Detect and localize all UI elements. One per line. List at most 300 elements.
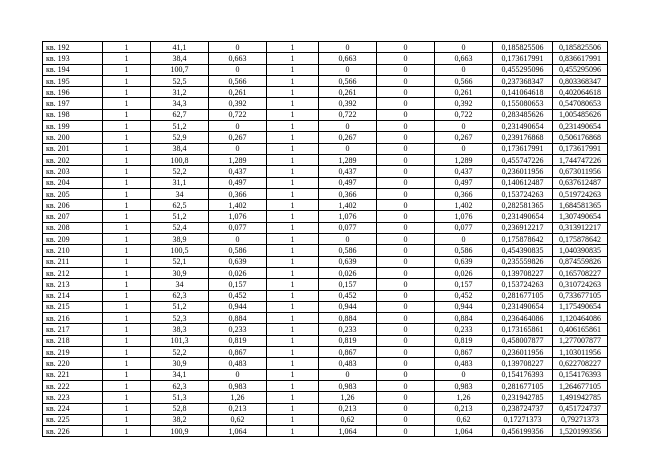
- cell-value-c: 0: [377, 279, 435, 290]
- cell-factor: 1: [267, 154, 319, 165]
- cell-total: 1,491942785: [553, 392, 608, 403]
- cell-total: 0,402064618: [553, 87, 608, 98]
- cell-value-c: 0: [377, 154, 435, 165]
- table-row: [43, 177, 608, 188]
- cell-value-b: 0: [319, 143, 377, 154]
- table-row: [43, 98, 608, 109]
- cell-total: 0,455295096: [553, 64, 608, 75]
- cell-share: 0,139708227: [493, 358, 553, 369]
- cell-value-a: 0,639: [209, 256, 267, 267]
- cell-count: 1: [103, 301, 151, 312]
- cell-value-a: 0,026: [209, 267, 267, 278]
- cell-value-a: 0,267: [209, 132, 267, 143]
- cell-value-a: 0,663: [209, 53, 267, 64]
- cell-share: 0,237368347: [493, 75, 553, 86]
- cell-value-d: 0,867: [435, 347, 493, 358]
- cell-area: 62,5: [151, 200, 209, 211]
- cell-value-a: 0,157: [209, 279, 267, 290]
- cell-value-d: 0,452: [435, 290, 493, 301]
- cell-value-a: 0,62: [209, 414, 267, 425]
- table-row: [43, 75, 608, 86]
- cell-value-b: 1,26: [319, 392, 377, 403]
- table-row: [43, 335, 608, 346]
- cell-share: 0,455295096: [493, 64, 553, 75]
- cell-value-d: 0,983: [435, 380, 493, 391]
- cell-factor: 1: [267, 414, 319, 425]
- cell-apartment-label: кв. 225: [43, 414, 103, 425]
- cell-value-c: 0: [377, 222, 435, 233]
- table-row: [43, 426, 608, 437]
- cell-factor: 1: [267, 335, 319, 346]
- cell-total: 0,173617991: [553, 143, 608, 154]
- cell-value-a: 0,392: [209, 98, 267, 109]
- cell-apartment-label: кв. 218: [43, 335, 103, 346]
- cell-count: 1: [103, 87, 151, 98]
- cell-count: 1: [103, 414, 151, 425]
- cell-total: 0,874559826: [553, 256, 608, 267]
- cell-value-c: 0: [377, 347, 435, 358]
- cell-value-d: 0,566: [435, 75, 493, 86]
- cell-count: 1: [103, 211, 151, 222]
- cell-area: 100,8: [151, 154, 209, 165]
- cell-value-b: 0,392: [319, 98, 377, 109]
- cell-share: 0,281677105: [493, 290, 553, 301]
- cell-factor: 1: [267, 75, 319, 86]
- cell-value-b: 0,62: [319, 414, 377, 425]
- cell-value-c: 0: [377, 121, 435, 132]
- cell-apartment-label: кв. 223: [43, 392, 103, 403]
- cell-value-a: 0: [209, 369, 267, 380]
- cell-area: 52,2: [151, 347, 209, 358]
- cell-apartment-label: кв. 205: [43, 188, 103, 199]
- cell-apartment-label: кв. 215: [43, 301, 103, 312]
- cell-count: 1: [103, 279, 151, 290]
- cell-value-c: 0: [377, 132, 435, 143]
- cell-value-a: 0: [209, 143, 267, 154]
- cell-area: 41,1: [151, 42, 209, 53]
- cell-share: 0,281677105: [493, 380, 553, 391]
- cell-factor: 1: [267, 426, 319, 437]
- cell-area: 52,1: [151, 256, 209, 267]
- cell-value-d: 0,213: [435, 403, 493, 414]
- cell-total: 1,175490654: [553, 301, 608, 312]
- cell-apartment-label: кв. 197: [43, 98, 103, 109]
- cell-factor: 1: [267, 403, 319, 414]
- cell-value-a: 0,261: [209, 87, 267, 98]
- cell-value-b: 1,076: [319, 211, 377, 222]
- table-row: [43, 188, 608, 199]
- table-row: [43, 414, 608, 425]
- cell-value-a: 0,233: [209, 324, 267, 335]
- cell-value-d: 0,157: [435, 279, 493, 290]
- table-row: [43, 380, 608, 391]
- cell-value-a: 0,366: [209, 188, 267, 199]
- cell-area: 100,7: [151, 64, 209, 75]
- cell-area: 34,3: [151, 98, 209, 109]
- cell-value-c: 0: [377, 53, 435, 64]
- cell-count: 1: [103, 177, 151, 188]
- cell-area: 62,3: [151, 380, 209, 391]
- cell-value-a: 0: [209, 64, 267, 75]
- cell-apartment-label: кв. 226: [43, 426, 103, 437]
- cell-value-c: 0: [377, 245, 435, 256]
- cell-area: 51,2: [151, 121, 209, 132]
- cell-factor: 1: [267, 64, 319, 75]
- cell-value-b: 0,157: [319, 279, 377, 290]
- cell-share: 0,140612487: [493, 177, 553, 188]
- cell-share: 0,173617991: [493, 53, 553, 64]
- table-row: [43, 121, 608, 132]
- cell-share: 0,454390835: [493, 245, 553, 256]
- cell-area: 38,3: [151, 324, 209, 335]
- cell-value-b: 0,213: [319, 403, 377, 414]
- cell-value-d: 1,26: [435, 392, 493, 403]
- cell-area: 31,1: [151, 177, 209, 188]
- cell-factor: 1: [267, 301, 319, 312]
- cell-share: 0,154176393: [493, 369, 553, 380]
- cell-value-d: 1,064: [435, 426, 493, 437]
- table-row: [43, 53, 608, 64]
- cell-value-a: 0: [209, 234, 267, 245]
- cell-area: 100,9: [151, 426, 209, 437]
- cell-value-b: 0: [319, 369, 377, 380]
- cell-total: 0,154176393: [553, 369, 608, 380]
- cell-apartment-label: кв. 202: [43, 154, 103, 165]
- cell-total: 0,165708227: [553, 267, 608, 278]
- cell-value-d: 0,026: [435, 267, 493, 278]
- cell-apartment-label: кв. 222: [43, 380, 103, 391]
- table-row: [43, 267, 608, 278]
- cell-factor: 1: [267, 98, 319, 109]
- cell-count: 1: [103, 121, 151, 132]
- cell-value-d: 0: [435, 143, 493, 154]
- cell-factor: 1: [267, 313, 319, 324]
- cell-count: 1: [103, 347, 151, 358]
- cell-share: 0,173165861: [493, 324, 553, 335]
- cell-total: 0,79271373: [553, 414, 608, 425]
- cell-share: 0,231490654: [493, 301, 553, 312]
- cell-value-a: 0: [209, 42, 267, 53]
- cell-value-a: 0,586: [209, 245, 267, 256]
- cell-value-a: 0,077: [209, 222, 267, 233]
- cell-total: 1,307490654: [553, 211, 608, 222]
- cell-count: 1: [103, 392, 151, 403]
- cell-total: 0,451724737: [553, 403, 608, 414]
- cell-value-b: 0,586: [319, 245, 377, 256]
- cell-value-d: 0,366: [435, 188, 493, 199]
- cell-apartment-label: кв. 217: [43, 324, 103, 335]
- cell-share: 0,231942785: [493, 392, 553, 403]
- cell-area: 52,8: [151, 403, 209, 414]
- cell-apartment-label: кв. 196: [43, 87, 103, 98]
- cell-apartment-label: кв. 193: [43, 53, 103, 64]
- cell-value-a: 0,497: [209, 177, 267, 188]
- cell-value-b: 0,452: [319, 290, 377, 301]
- table-row: [43, 222, 608, 233]
- cell-value-b: 0: [319, 64, 377, 75]
- cell-value-a: 0,566: [209, 75, 267, 86]
- cell-factor: 1: [267, 267, 319, 278]
- cell-value-b: 0,437: [319, 166, 377, 177]
- cell-total: 1,520199356: [553, 426, 608, 437]
- cell-share: 0,236011956: [493, 166, 553, 177]
- cell-area: 30,9: [151, 267, 209, 278]
- cell-total: 1,005485626: [553, 109, 608, 120]
- cell-factor: 1: [267, 143, 319, 154]
- cell-value-d: 0: [435, 369, 493, 380]
- cell-count: 1: [103, 369, 151, 380]
- cell-total: 1,120464086: [553, 313, 608, 324]
- cell-value-b: 0: [319, 42, 377, 53]
- cell-value-d: 0,437: [435, 166, 493, 177]
- table-row: [43, 347, 608, 358]
- cell-share: 0,235559826: [493, 256, 553, 267]
- cell-area: 51,2: [151, 211, 209, 222]
- cell-factor: 1: [267, 358, 319, 369]
- cell-value-b: 0,819: [319, 335, 377, 346]
- cell-factor: 1: [267, 121, 319, 132]
- cell-share: 0,173617991: [493, 143, 553, 154]
- cell-total: 0,506176868: [553, 132, 608, 143]
- cell-total: 0,310724263: [553, 279, 608, 290]
- cell-count: 1: [103, 426, 151, 437]
- cell-value-b: 0,483: [319, 358, 377, 369]
- cell-area: 52,2: [151, 166, 209, 177]
- cell-factor: 1: [267, 166, 319, 177]
- cell-value-d: 0: [435, 121, 493, 132]
- cell-count: 1: [103, 154, 151, 165]
- cell-value-b: 0: [319, 234, 377, 245]
- table-row: [43, 358, 608, 369]
- cell-value-d: 0,233: [435, 324, 493, 335]
- table-body: [43, 42, 608, 437]
- cell-value-b: 0,233: [319, 324, 377, 335]
- cell-value-c: 0: [377, 64, 435, 75]
- cell-value-c: 0: [377, 177, 435, 188]
- table-row: [43, 109, 608, 120]
- cell-factor: 1: [267, 222, 319, 233]
- cell-count: 1: [103, 188, 151, 199]
- cell-total: 0,733677105: [553, 290, 608, 301]
- cell-apartment-label: кв. 219: [43, 347, 103, 358]
- cell-value-d: 1,402: [435, 200, 493, 211]
- cell-area: 62,7: [151, 109, 209, 120]
- table-row: [43, 403, 608, 414]
- cell-count: 1: [103, 290, 151, 301]
- cell-apartment-label: кв. 213: [43, 279, 103, 290]
- cell-count: 1: [103, 245, 151, 256]
- cell-total: 1,264677105: [553, 380, 608, 391]
- table-row: [43, 313, 608, 324]
- cell-value-d: 0,819: [435, 335, 493, 346]
- cell-apartment-label: кв. 221: [43, 369, 103, 380]
- cell-area: 51,3: [151, 392, 209, 403]
- table-row: [43, 290, 608, 301]
- cell-share: 0,153724263: [493, 188, 553, 199]
- cell-value-d: 1,289: [435, 154, 493, 165]
- cell-area: 38,2: [151, 414, 209, 425]
- cell-value-d: 0,586: [435, 245, 493, 256]
- cell-factor: 1: [267, 87, 319, 98]
- cell-apartment-label: кв. 198: [43, 109, 103, 120]
- cell-share: 0,239176868: [493, 132, 553, 143]
- cell-value-b: 0,566: [319, 75, 377, 86]
- cell-value-a: 0,819: [209, 335, 267, 346]
- cell-value-b: 0,026: [319, 267, 377, 278]
- cell-value-a: 0,437: [209, 166, 267, 177]
- cell-value-d: 0,663: [435, 53, 493, 64]
- cell-count: 1: [103, 380, 151, 391]
- cell-share: 0,458007877: [493, 335, 553, 346]
- cell-value-c: 0: [377, 380, 435, 391]
- cell-total: 0,547080653: [553, 98, 608, 109]
- cell-value-d: 0: [435, 42, 493, 53]
- cell-area: 38,9: [151, 234, 209, 245]
- cell-value-b: 0,077: [319, 222, 377, 233]
- cell-factor: 1: [267, 109, 319, 120]
- cell-total: 1,103011956: [553, 347, 608, 358]
- cell-share: 0,231490654: [493, 211, 553, 222]
- cell-value-b: 0: [319, 121, 377, 132]
- cell-value-d: 0,392: [435, 98, 493, 109]
- cell-apartment-label: кв. 216: [43, 313, 103, 324]
- cell-value-c: 0: [377, 87, 435, 98]
- cell-factor: 1: [267, 290, 319, 301]
- cell-value-d: 0,884: [435, 313, 493, 324]
- cell-value-a: 1,064: [209, 426, 267, 437]
- cell-count: 1: [103, 109, 151, 120]
- cell-area: 52,9: [151, 132, 209, 143]
- cell-apartment-label: кв. 204: [43, 177, 103, 188]
- cell-area: 62,3: [151, 290, 209, 301]
- cell-share: 0,141064618: [493, 87, 553, 98]
- table-row: [43, 64, 608, 75]
- cell-count: 1: [103, 143, 151, 154]
- cell-value-c: 0: [377, 301, 435, 312]
- cell-count: 1: [103, 324, 151, 335]
- table-row: [43, 154, 608, 165]
- cell-factor: 1: [267, 200, 319, 211]
- cell-total: 0,673011956: [553, 166, 608, 177]
- cell-count: 1: [103, 256, 151, 267]
- cell-value-d: 0: [435, 64, 493, 75]
- cell-value-d: 0,639: [435, 256, 493, 267]
- cell-value-c: 0: [377, 75, 435, 86]
- cell-value-b: 0,267: [319, 132, 377, 143]
- cell-share: 0,175878642: [493, 234, 553, 245]
- table-row: [43, 301, 608, 312]
- cell-count: 1: [103, 42, 151, 53]
- cell-value-d: 0,267: [435, 132, 493, 143]
- cell-value-c: 0: [377, 109, 435, 120]
- cell-apartment-label: кв. 210: [43, 245, 103, 256]
- cell-value-c: 0: [377, 335, 435, 346]
- cell-value-a: 0,944: [209, 301, 267, 312]
- table-row: [43, 324, 608, 335]
- cell-value-c: 0: [377, 290, 435, 301]
- cell-value-a: 1,26: [209, 392, 267, 403]
- cell-apartment-label: кв. 212: [43, 267, 103, 278]
- cell-value-c: 0: [377, 143, 435, 154]
- cell-total: 0,803368347: [553, 75, 608, 86]
- cell-value-b: 0,944: [319, 301, 377, 312]
- cell-total: 0,185825506: [553, 42, 608, 53]
- cell-factor: 1: [267, 245, 319, 256]
- cell-factor: 1: [267, 279, 319, 290]
- cell-value-c: 0: [377, 403, 435, 414]
- cell-area: 38,4: [151, 143, 209, 154]
- cell-factor: 1: [267, 369, 319, 380]
- cell-apartment-label: кв. 224: [43, 403, 103, 414]
- cell-area: 101,3: [151, 335, 209, 346]
- cell-apartment-label: кв. 209: [43, 234, 103, 245]
- cell-count: 1: [103, 132, 151, 143]
- cell-value-b: 0,867: [319, 347, 377, 358]
- cell-factor: 1: [267, 347, 319, 358]
- cell-count: 1: [103, 64, 151, 75]
- cell-total: 0,519724263: [553, 188, 608, 199]
- cell-share: 0,283485626: [493, 109, 553, 120]
- table-row: [43, 166, 608, 177]
- cell-value-c: 0: [377, 313, 435, 324]
- cell-share: 0,185825506: [493, 42, 553, 53]
- cell-share: 0,17271373: [493, 414, 553, 425]
- cell-share: 0,282581365: [493, 200, 553, 211]
- cell-area: 34,1: [151, 369, 209, 380]
- cell-value-a: 0,884: [209, 313, 267, 324]
- cell-apartment-label: кв. 214: [43, 290, 103, 301]
- cell-area: 52,3: [151, 313, 209, 324]
- cell-value-c: 0: [377, 324, 435, 335]
- cell-value-a: 1,076: [209, 211, 267, 222]
- cell-total: 0,836617991: [553, 53, 608, 64]
- cell-total: 0,231490654: [553, 121, 608, 132]
- cell-value-a: 0,867: [209, 347, 267, 358]
- cell-count: 1: [103, 234, 151, 245]
- cell-total: 0,406165861: [553, 324, 608, 335]
- cell-value-a: 0,213: [209, 403, 267, 414]
- cell-value-d: 0,62: [435, 414, 493, 425]
- cell-apartment-label: кв. 199: [43, 121, 103, 132]
- cell-factor: 1: [267, 380, 319, 391]
- cell-value-a: 0,452: [209, 290, 267, 301]
- cell-apartment-label: кв. 207: [43, 211, 103, 222]
- cell-area: 100,5: [151, 245, 209, 256]
- cell-share: 0,236464086: [493, 313, 553, 324]
- cell-count: 1: [103, 358, 151, 369]
- cell-value-b: 1,289: [319, 154, 377, 165]
- cell-count: 1: [103, 200, 151, 211]
- cell-count: 1: [103, 75, 151, 86]
- cell-share: 0,455747226: [493, 154, 553, 165]
- cell-value-d: 0,483: [435, 358, 493, 369]
- cell-apartment-label: кв. 201: [43, 143, 103, 154]
- cell-share: 0,231490654: [493, 121, 553, 132]
- cell-value-b: 0,261: [319, 87, 377, 98]
- cell-apartment-label: кв. 208: [43, 222, 103, 233]
- cell-value-d: 0,261: [435, 87, 493, 98]
- cell-value-d: 0,944: [435, 301, 493, 312]
- table-row: [43, 143, 608, 154]
- cell-value-c: 0: [377, 414, 435, 425]
- cell-factor: 1: [267, 324, 319, 335]
- table-row: [43, 279, 608, 290]
- table-row: [43, 87, 608, 98]
- cell-value-b: 0,366: [319, 188, 377, 199]
- cell-share: 0,238724737: [493, 403, 553, 414]
- cell-count: 1: [103, 403, 151, 414]
- cell-share: 0,153724263: [493, 279, 553, 290]
